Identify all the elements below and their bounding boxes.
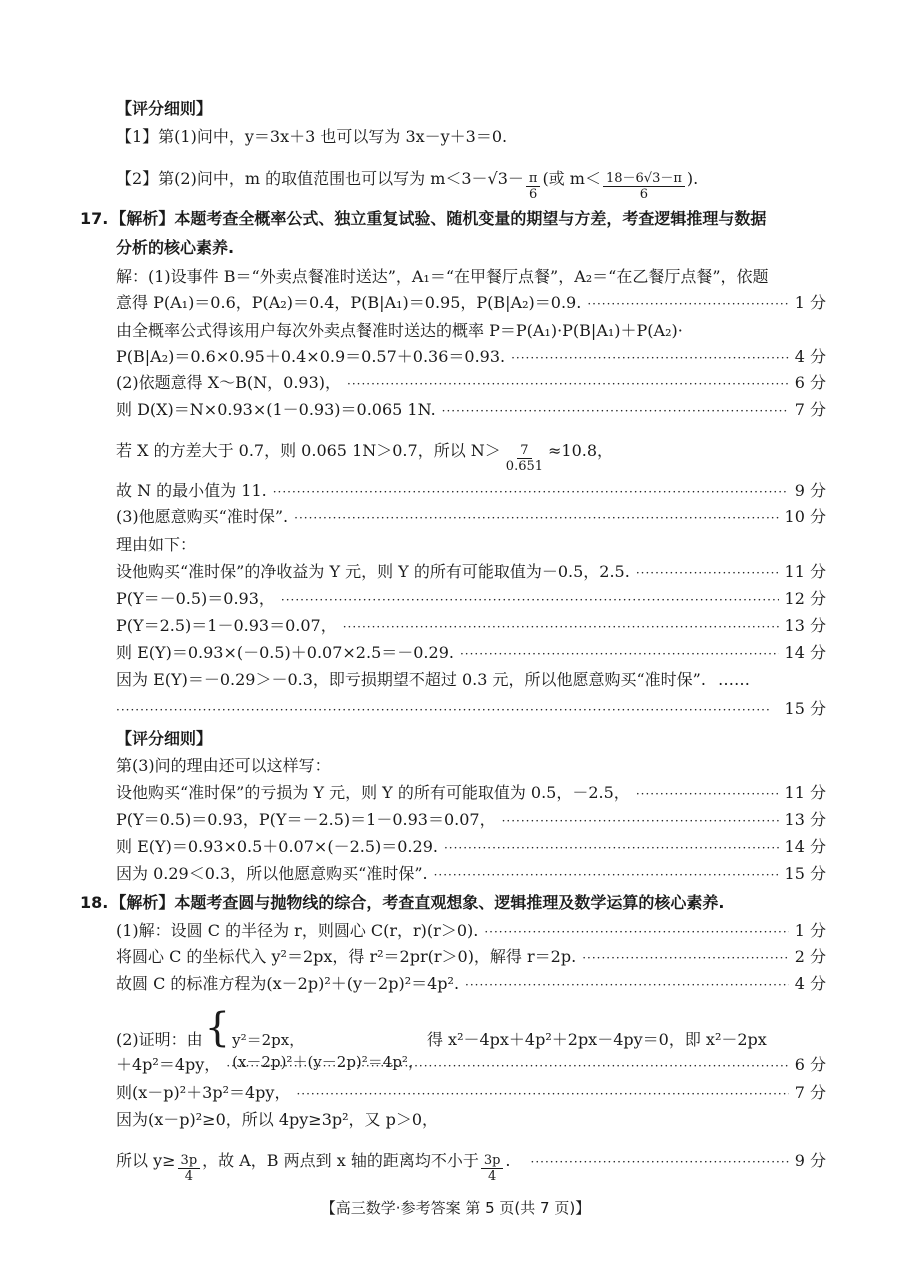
fraction: $\frac{3p}{4}$ xyxy=(178,1153,201,1184)
score: 4 分 xyxy=(794,974,826,993)
score: 4 分 xyxy=(794,347,826,366)
q17-line: 则 E(Y)＝0.93×(－0.5)＋0.07×2.5＝－0.29. ····· 14 分 xyxy=(116,642,826,665)
q17-intro-cont: 分析的核心素养. xyxy=(116,238,235,257)
page-footer: 【高三数学·参考答案 第 5 页(共 7 页)】 xyxy=(320,1199,591,1217)
score: 9 分 xyxy=(794,481,826,500)
score: 14 分 xyxy=(784,837,826,856)
leader-dots xyxy=(347,373,789,395)
q17-line: P(B|A₂)＝0.6×0.95＋0.4×0.9＝0.57＋0.36＝0.93. ····· 4 分 xyxy=(116,346,826,369)
q17-line: 若 X 的方差大于 0.7，则 0.065 1N＞0.7，所以 N＞ $\frac{7}{0.651}$ ≈10.8， xyxy=(116,441,614,474)
score: 15 分 xyxy=(784,699,826,718)
leader-dots xyxy=(116,699,779,721)
score: 2 分 xyxy=(794,947,826,966)
leader-dots xyxy=(636,783,779,805)
score: 1 分 xyxy=(794,921,826,940)
score: 11 分 xyxy=(784,783,826,802)
score: 10 分 xyxy=(784,507,826,526)
score: 6 分 xyxy=(794,1055,826,1074)
q17-line: P(Y＝2.5)＝1－0.93＝0.07， ····· 13 分 xyxy=(116,615,826,638)
rubric-note-1: 【1】第(1)问中，y＝3x＋3 也可以写为 3x－y＋3＝0. xyxy=(116,127,508,146)
q17-line: 故 N 的最小值为 11. ····· 9 分 xyxy=(116,480,826,503)
leader-dots xyxy=(460,643,779,665)
equation-system: y²＝2px， (x－2p)²＋(y－2p)²＝4p²， xyxy=(232,1031,423,1071)
q18-line: 则(x－p)²＋3p²＝4py， ····· 7 分 xyxy=(116,1082,826,1105)
q18-line: ＋4p²＝4py， ····· 6 分 xyxy=(116,1054,826,1077)
leader-dots xyxy=(531,1151,789,1173)
q18-line: (2)证明：由 { y²＝2px， (x－2p)²＋(y－2p)²＝4p²， 得 x²－4px＋4p²＋2px－4py＝0，即 x²－2px xyxy=(116,1005,767,1071)
rubric-title: 【评分细则】 xyxy=(116,729,213,748)
score: 12 分 xyxy=(784,589,826,608)
leader-dots xyxy=(636,562,779,584)
q18-line: 将圆心 C 的坐标代入 y²＝2px，得 r²＝2pr(r＞0)，解得 r＝2p. ····· 2 分 xyxy=(116,946,826,969)
q17-line: 由全概率公式得该用户每次外卖点餐准时送达的概率 P＝P(A₁)·P(B|A₁)＋P(A₂)· xyxy=(116,321,683,340)
score: 15 分 xyxy=(784,864,826,883)
leader-dots xyxy=(444,837,779,859)
q18-intro: 18. 【解析】 本题考查圆与抛物线的综合，考查直观想象、逻辑推理及数学运算的核心素养. xyxy=(80,893,725,912)
q17-intro: 17. 【解析】 本题考查全概率公式、独立重复试验、随机变量的期望与方差，考查逻辑推理与数据 xyxy=(80,209,767,228)
q18-line: (1)解：设圆 C 的半径为 r，则圆心 C(r，r)(r＞0). ····· 1 分 xyxy=(116,920,826,943)
rubric-line: 因为 0.29＜0.3，所以他愿意购买“准时保”. ····· 15 分 xyxy=(116,863,826,886)
leader-dots xyxy=(434,864,779,886)
leader-dots xyxy=(273,481,789,503)
q18-line: 因为(x－p)²≥0，所以 4py≥3p²，又 p＞0， xyxy=(116,1110,439,1129)
leader-dots xyxy=(511,347,789,369)
q17-line: 理由如下： xyxy=(116,535,197,554)
rubric-line: 则 E(Y)＝0.93×0.5＋0.07×(－2.5)＝0.29. ····· 14 分 xyxy=(116,836,826,859)
leader-dots xyxy=(582,947,789,969)
leader-dots xyxy=(502,810,779,832)
leader-dots xyxy=(465,974,789,996)
score: 9 分 xyxy=(794,1151,826,1170)
q17-line xyxy=(116,698,826,721)
leader-dots xyxy=(296,1083,788,1105)
leader-dots xyxy=(484,921,788,943)
leader-dots xyxy=(343,616,779,638)
rubric-line: 设他购买“准时保”的亏损为 Y 元，则 Y 的所有可能取值为 0.5，－2.5， ····· 11 分 xyxy=(116,782,826,805)
fraction: $\frac{18-6√3-\pi}{6}$ xyxy=(603,171,685,202)
q17-line: 则 D(X)＝N×0.93×(1－0.93)＝0.065 1N. ····· 7 分 xyxy=(116,399,826,422)
score: 11 分 xyxy=(784,562,826,581)
score: 14 分 xyxy=(784,643,826,662)
q17-line: 设他购买“准时保”的净收益为 Y 元，则 Y 的所有可能取值为－0.5，2.5. ····· 11 分 xyxy=(116,561,826,584)
score: 6 分 xyxy=(794,373,826,392)
q18-line: 故圆 C 的标准方程为(x－2p)²＋(y－2p)²＝4p². ····· 4 分 xyxy=(116,973,826,996)
leader-dots xyxy=(294,507,778,529)
rubric-note-2: 【2】第(2)问中，m 的取值范围也可以写为 m＜3－√3－ $\frac{\pi}{6}$ (或 m＜ $\frac{18-6√3-\pi}{6}$ ). xyxy=(116,169,699,202)
fraction: $\frac{\pi}{6}$ xyxy=(526,171,541,202)
brace-symbol: { xyxy=(204,1005,231,1051)
q17-line: 因为 E(Y)＝－0.29＞－0.3，即亏损期望不超过 0.3 元，所以他愿意购买“准时保”. …… xyxy=(116,670,750,689)
score: 13 分 xyxy=(784,616,826,635)
q17-line: 解：(1)设事件 B＝“外卖点餐准时送达”，A₁＝“在甲餐厅点餐”，A₂＝“在乙餐厅点餐”，依题 xyxy=(116,267,769,286)
leader-dots xyxy=(281,589,779,611)
score: 1 分 xyxy=(794,293,826,312)
q18-line: 所以 y≥ $\frac{3p}{4}$ ，故 A，B 两点到 x 轴的距离均不小于 $\frac{3p}{4}$ . ····· 9 分 xyxy=(116,1150,826,1186)
score: 7 分 xyxy=(794,400,826,419)
leader-dots xyxy=(442,400,789,422)
leader-dots xyxy=(587,293,788,315)
q17-line: (3)他愿意购买“准时保”. ····· 10 分 xyxy=(116,506,826,529)
rubric-line: 第(3)问的理由还可以这样写： xyxy=(116,756,331,775)
q17-line: (2)依题意得 X～B(N，0.93)， ····· 6 分 xyxy=(116,372,826,395)
fraction: $\frac{7}{0.651}$ xyxy=(505,443,544,474)
fraction: $\frac{3p}{4}$ xyxy=(481,1153,504,1184)
score: 13 分 xyxy=(784,810,826,829)
rubric-title: 【评分细则】 xyxy=(116,99,213,118)
q17-line: P(Y＝－0.5)＝0.93， ····· 12 分 xyxy=(116,588,826,611)
leader-dots xyxy=(226,1055,788,1077)
score: 7 分 xyxy=(794,1083,826,1102)
rubric-line: P(Y＝0.5)＝0.93，P(Y＝－2.5)＝1－0.93＝0.07， ····· 13 分 xyxy=(116,809,826,832)
q17-line: 意得 P(A₁)＝0.6，P(A₂)＝0.4，P(B|A₁)＝0.95，P(B|A₂)＝0.9. ····· 1 分 xyxy=(116,292,826,315)
